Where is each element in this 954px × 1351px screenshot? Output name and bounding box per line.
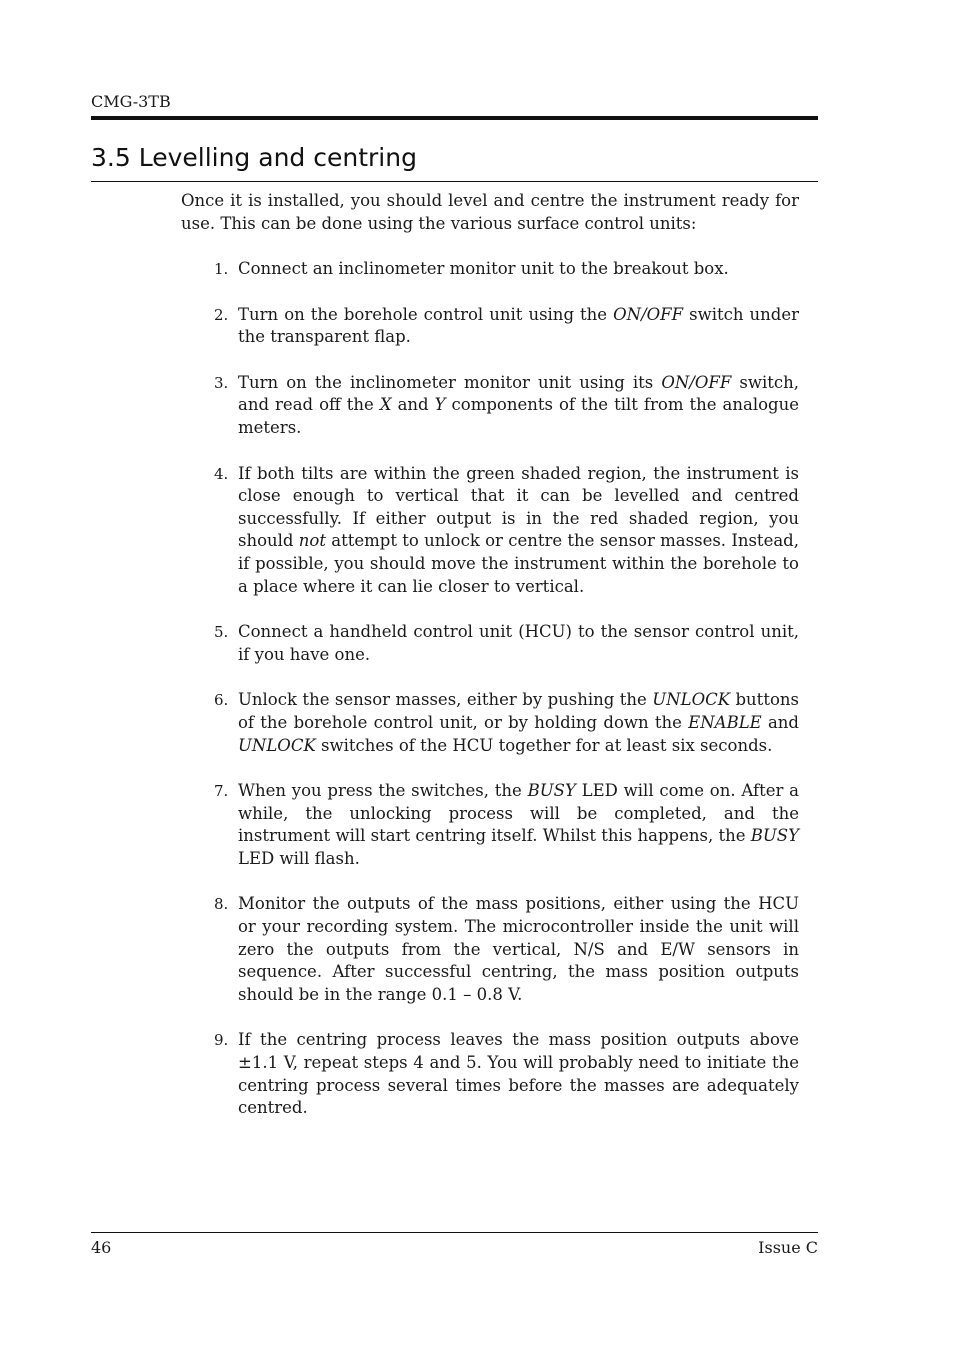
step-emphasis: ON/OFF (613, 304, 684, 324)
step-emphasis: BUSY (527, 781, 576, 801)
step-text: If both tilts are within the green shaded region, the instrument is close enough to vertical that it can be levelled and centred successfully. If either output is in the red shaded region, you should (238, 463, 799, 551)
step-emphasis: BUSY (750, 826, 799, 846)
step-item (181, 304, 799, 349)
step-text: LED will come on. After a while, the unlocking process will be completed, and the instrument will start centring itself. Whilst this happens, the (238, 781, 799, 846)
footer-rule (91, 1232, 818, 1233)
step-emphasis: ON/OFF (661, 372, 732, 392)
step-emphasis: ENABLE (688, 712, 762, 732)
document-id: CMG-3TB (91, 92, 171, 111)
step-emphasis: not (298, 531, 326, 551)
step-text: components of the tilt from the analogue meters. (238, 395, 799, 437)
step-number: 8. (214, 895, 229, 914)
step-item (181, 258, 799, 281)
section-title: 3.5 Levelling and centring (91, 143, 417, 172)
header-rule (91, 116, 818, 120)
step-number: 9. (214, 1031, 229, 1050)
step-number: 1. (214, 260, 229, 278)
step-number: 6. (214, 691, 229, 710)
steps-list (181, 258, 799, 1143)
step-text: and (391, 395, 435, 415)
step-text: Turn on the inclinometer monitor unit using its (238, 372, 662, 392)
step-item (181, 372, 799, 440)
step-text: LED will flash. (238, 848, 360, 868)
step-emphasis: X (379, 395, 392, 415)
title-rule (91, 181, 818, 182)
step-text: Monitor the outputs of the mass positions, either using the HCU or your recording system. The microcontroller inside the unit will zero the outputs from the vertical, N/S and E/W sensors in sequence. After successful centring, the mass position outputs should be in the range 0.1 – 0.8 V. (238, 894, 799, 1004)
step-item (181, 893, 799, 1006)
step-item (181, 1029, 799, 1119)
step-text: Turn on the borehole control unit using the (238, 304, 614, 324)
step-item (181, 463, 799, 599)
step-item (181, 689, 799, 757)
issue-label: Issue C (758, 1238, 818, 1257)
step-emphasis: UNLOCK (238, 735, 316, 755)
step-text: Connect an inclinometer monitor unit to the breakout box. (238, 259, 729, 278)
step-text: When you press the switches, the (238, 781, 528, 801)
step-text: and (761, 712, 799, 732)
step-emphasis: Y (434, 395, 446, 415)
intro-paragraph: Once it is installed, you should level and centre the instrument ready for use. This can be done using the various surface control units: (181, 191, 799, 233)
step-emphasis: UNLOCK (652, 690, 731, 710)
page-number: 46 (91, 1238, 112, 1257)
step-text: buttons of the borehole control unit, or by holding down the (238, 690, 799, 732)
step-text: switch, and read off the (238, 372, 799, 415)
step-text: Unlock the sensor masses, either by pushing the (238, 690, 653, 710)
step-text: switch under the transparent flap. (238, 304, 800, 347)
step-number: 7. (214, 782, 229, 801)
step-number: 3. (214, 373, 229, 392)
step-text: If the centring process leaves the mass position outputs above ±1.1 V, repeat steps 4 and 5. You will probably need to initiate the centring process several times before the masses are adequately centred. (238, 1030, 799, 1118)
step-number: 2. (214, 305, 229, 324)
step-item (181, 621, 799, 666)
step-number: 4. (214, 464, 229, 483)
step-text: attempt to unlock or centre the sensor masses. Instead, if possible, you should move the instrument within the borehole to a place where it can lie closer to vertical. (238, 531, 799, 596)
step-text: switches of the HCU together for at least six seconds. (315, 735, 773, 755)
step-text: Connect a handheld control unit (HCU) to the sensor control unit, if you have one. (238, 622, 799, 664)
step-item (181, 780, 799, 870)
step-number: 5. (214, 623, 229, 642)
